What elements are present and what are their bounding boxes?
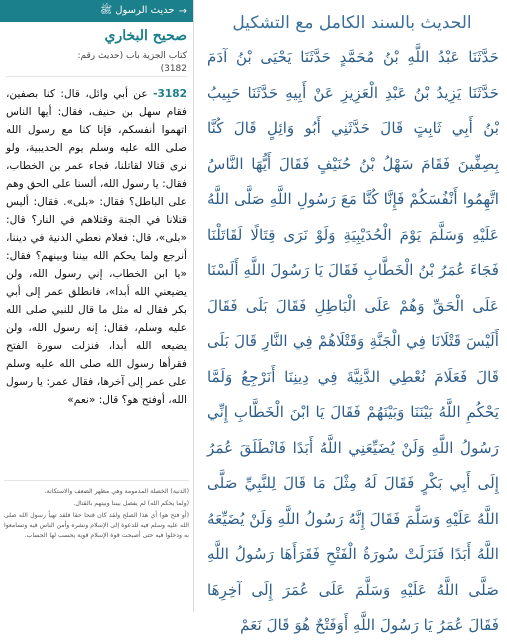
note-item: (أو فتح هو) أي هذا الصلح ولقد كان فتحا حقا فلقد تهيأ رسول الله صلى الله عليه وسلم فيه للدعوة إلى الإسلام ونشره وأمن الناس فيه وتسامعوا به ودخلوا فيه حتى أصبحت قوة الإسلام قوية يحسب لها الحساب. [4,512,189,539]
full-chain-panel [197,0,507,634]
hadith-notes [4,480,189,543]
breadcrumb[interactable]: كتاب الجزية باب (حديث رقم: 3182) [77,51,187,74]
hadith-number: 3182- [153,88,187,100]
book-title[interactable]: صحيح البخاري [104,28,187,44]
note-item: (ولما يحكم الله) لم يفصل بيننا وبينهم بالقتال. [73,500,189,507]
note-item: (الدنية) الخصلة المذمومة وهي مظهر الضعف والاستكانة. [44,488,189,495]
app-title: حديث الرسول ﷺ [99,5,175,16]
app-header [0,0,193,22]
hadith-text [0,77,193,409]
back-arrow-icon[interactable]: → [178,5,187,17]
book-header [0,22,193,76]
panel-title: الحديث بالسند الكامل مع التشكيل [232,13,472,33]
full-chain-text: حَدَّثَنَا عَبْدُ اللَّهِ بْنُ مُحَمَّدٍ حَدَّثَنَا يَحْيَى بْنُ آدَمَ حَدَّثَنَا يَزِيدُ بْنُ عَبْدِ الْعَزِيزِ عَنْ أَبِيهِ حَدَّثَنَا حَبِيبُ بْنُ أَبِي ثَابِتٍ قَالَ حَدَّثَنِي أَبُو وَائِلٍ قَالَ كُنَّا بِصِفِّينَ فَقَامَ سَهْلُ بْنُ حُنَيْفٍ فَقَالَ أَيُّهَا النَّاسُ اتَّهِمُوا أَنْفُسَكُمْ فَإِنَّا كُنَّا مَعَ رَسُولِ اللَّهِ صَلَّى اللَّهُ عَلَيْهِ وَسَلَّمَ يَوْمَ الْحُدَيْبِيَةِ وَلَوْ نَرَى قِتَالًا لَقَاتَلْنَا فَجَاءَ عُمَرُ بْنُ الْخَطَّابِ فَقَالَ يَا رَسُولَ اللَّهِ أَلَسْنَا عَلَى الْحَقِّ وَهُمْ عَلَى الْبَاطِلِ فَقَالَ بَلَى فَقَالَ أَلَيْسَ قَتْلَانَا فِي الْجَنَّةِ وَقَتْلَاهُمْ فِي النَّارِ قَالَ بَلَى قَالَ فَعَلَامَ نُعْطِي الدَّنِيَّةَ فِي دِينِنَا أَنَرْجِعُ وَلَمَّا يَحْكُمِ اللَّهُ بَيْنَنَا وَبَيْنَهُمْ فَقَالَ يَا ابْنَ الْخَطَّابِ إِنِّي رَسُولُ اللَّهِ وَلَنْ يُضَيِّعَنِي اللَّهُ أَبَدًا فَانْطَلَقَ عُمَرُ إِلَى أَبِي بَكْرٍ فَقَالَ لَهُ مِثْلَ مَا قَالَ لِلنَّبِيِّ صَلَّى اللَّهُ عَلَيْهِ وَسَلَّمَ فَقَالَ إِنَّهُ رَسُولُ اللَّهِ وَلَنْ يُضَيِّعَهُ اللَّهُ أَبَدًا فَنَزَلَتْ سُورَةُ الْفَتْحِ فَقَرَأَهَا رَسُولُ اللَّهِ صَلَّى اللَّهُ عَلَيْهِ وَسَلَّمَ عَلَى عُمَرَ إِلَى آخِرِهَا فَقَالَ عُمَرُ يَا رَسُولَ اللَّهِ أَوَفَتْحٌ هُوَ قَالَ نَعَمْ [207,48,499,634]
hadith-body: عن أبي وائل، قال: كنا بصفين، فقام سهل بن حنيف، فقال: أيها الناس اتهموا أنفسكم، فإنا كنا مع رسول الله صلى الله عليه وسلم يوم الحديبية، ولو نرى قتالا لقاتلنا، فجاء عمر بن الخطاب، فقال: يا رسول الله، ألسنا على الحق وهم على الباطل؟ فقال: «بلى». فقال: أليس قتلانا في الجنة وقتلاهم في النار؟ قال: «بلى»، قال: فعلام نعطي الدنية في ديننا، أنرجع ولما يحكم الله بيننا وبينهم؟ فقال: «يا ابن الخطاب، إني رسول الله، ولن يضيعني الله أبدا»، فانطلق عمر إلى أبي بكر فقال له مثل ما قال للنبي صلى الله عليه وسلم، فقال: إنه رسول الله، ولن يضيعه الله أبدا، فنزلت سورة الفتح فقرأها رسول الله صلى الله عليه وسلم على عمر إلى آخرها، فقال عمر: يا رسول الله، أوفتح هو؟ قال: «نعم» [6,88,187,406]
hadith-card [0,0,194,612]
